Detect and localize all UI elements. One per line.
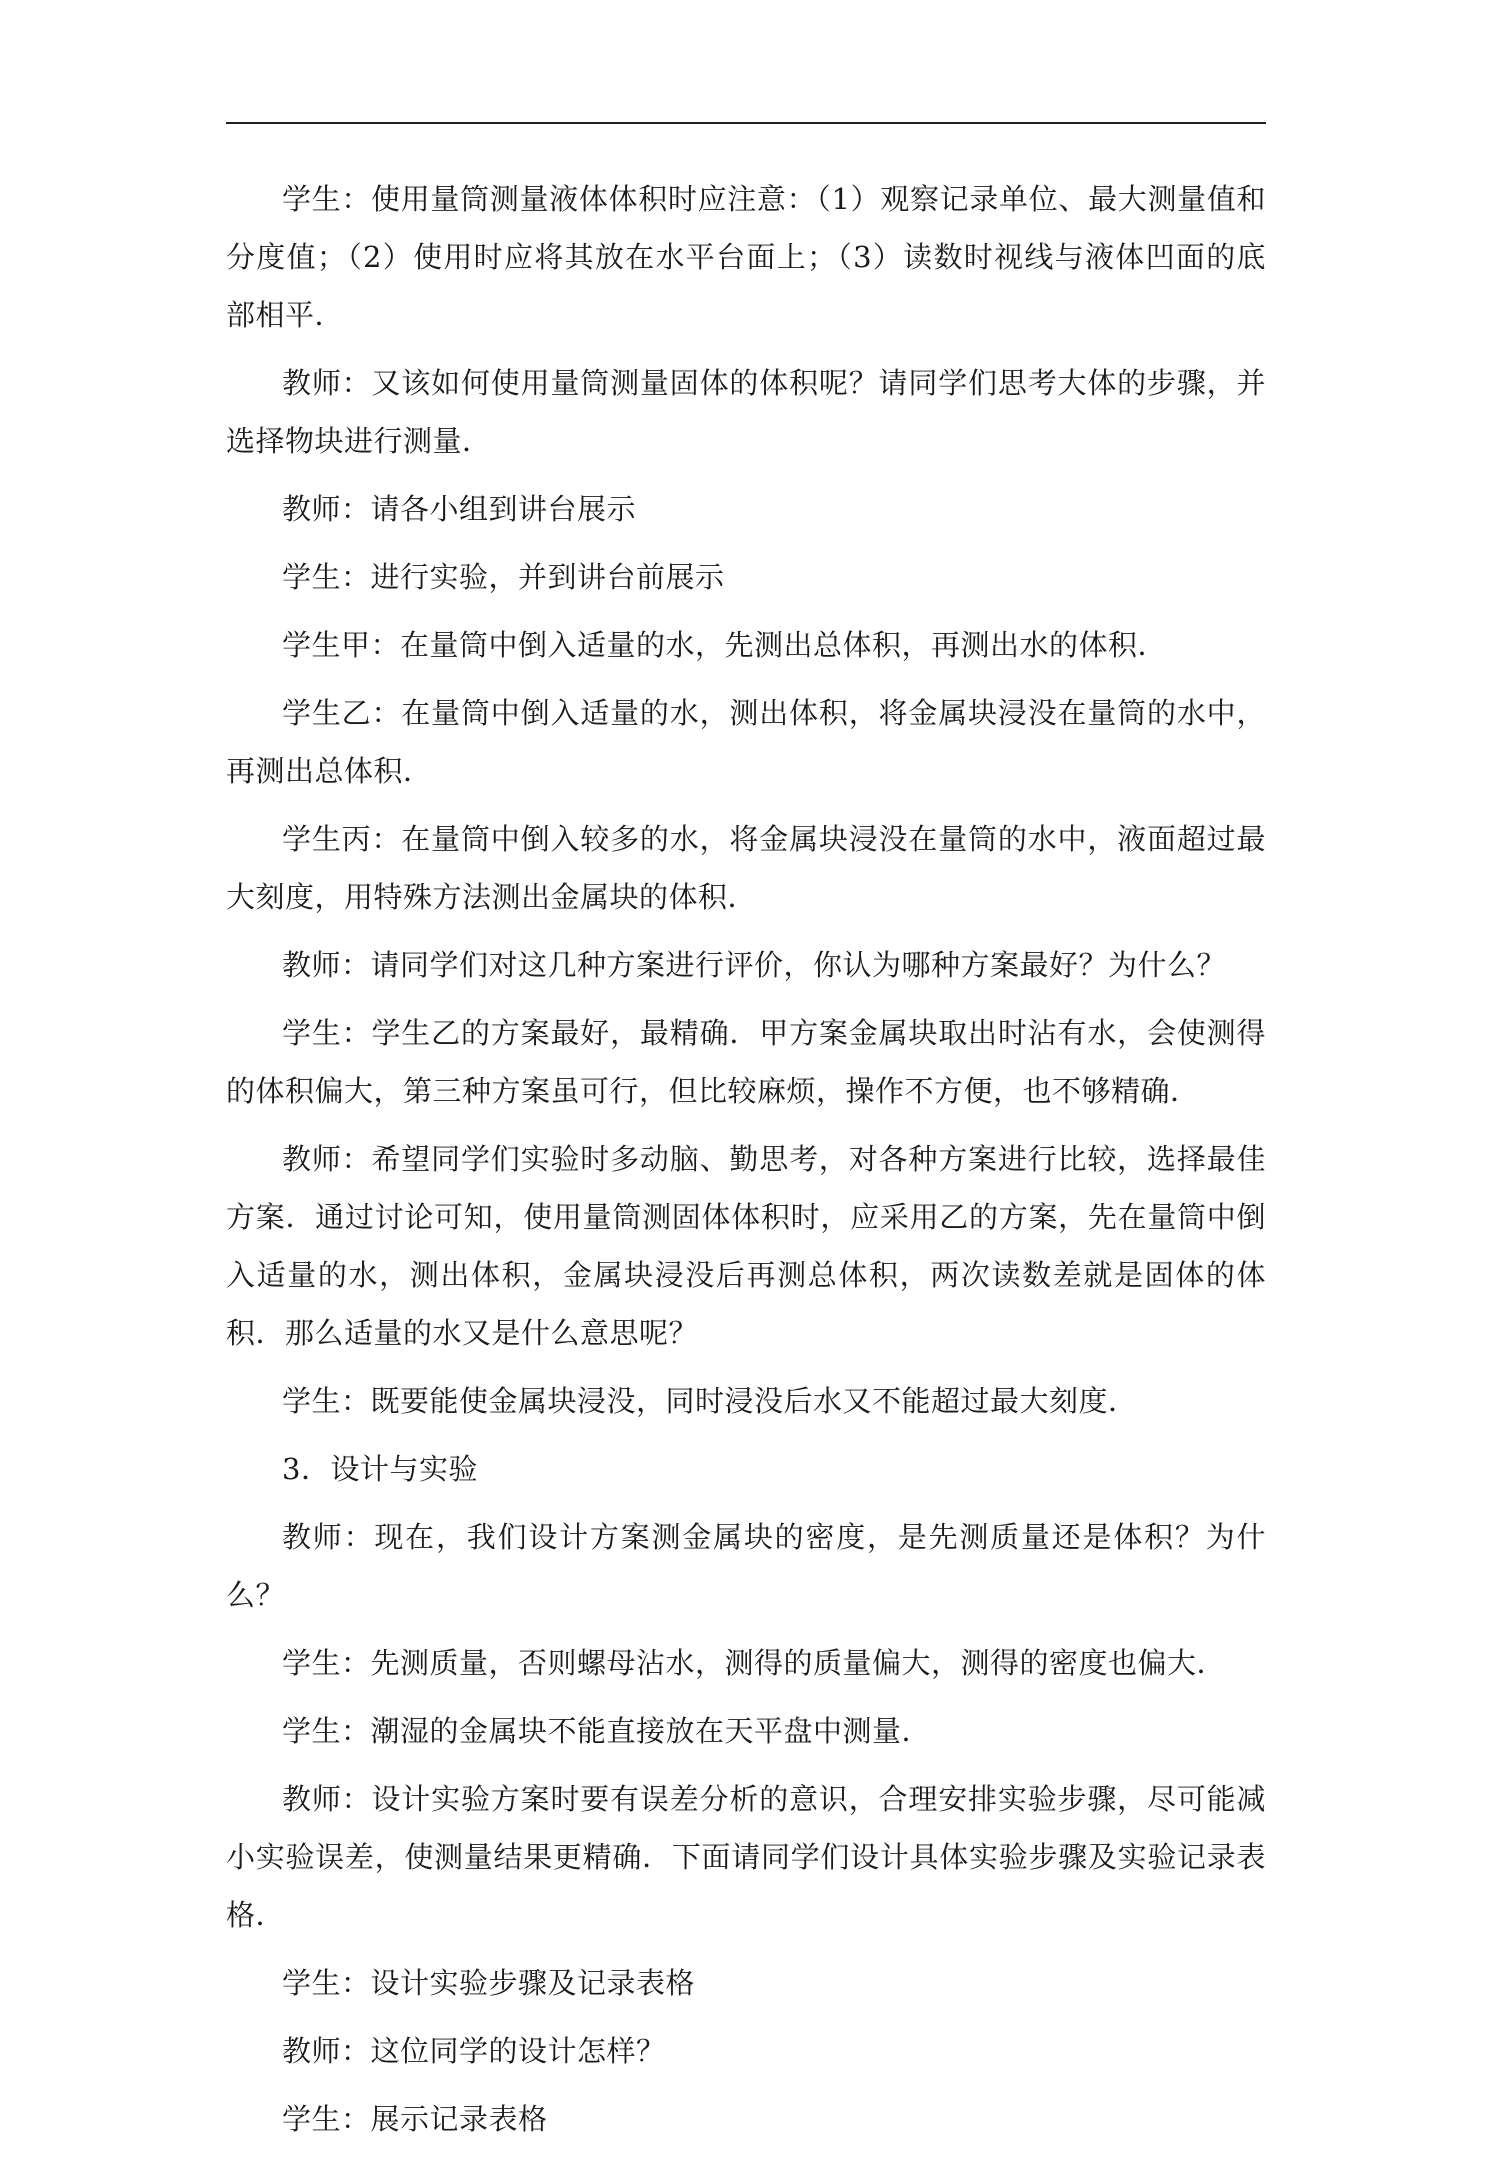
header-rule bbox=[226, 122, 1266, 124]
paragraph: 教师：又该如何使用量筒测量固体的体积呢？请同学们思考大体的步骤，并选择物块进行测量． bbox=[226, 366, 1266, 458]
paragraph: 学生：展示记录表格 bbox=[282, 2102, 548, 2136]
paragraph: 学生：设计实验步骤及记录表格 bbox=[282, 1966, 696, 2000]
paragraph: 学生：学生乙的方案最好，最精确．甲方案金属块取出时沾有水，会使测得的体积偏大，第三种方案虽可行，但比较麻烦，操作不方便，也不够精确． bbox=[226, 1016, 1266, 1108]
paragraph: 学生：潮湿的金属块不能直接放在天平盘中测量． bbox=[282, 1714, 932, 1748]
paragraph: 学生甲：在量筒中倒入适量的水，先测出总体积，再测出水的体积． bbox=[282, 628, 1168, 662]
paragraph: 学生：先测质量，否则螺母沾水，测得的质量偏大，测得的密度也偏大． bbox=[282, 1646, 1227, 1680]
paragraph: 教师：希望同学们实验时多动脑、勤思考，对各种方案进行比较，选择最佳方案．通过讨论可知，使用量筒测固体体积时，应采用乙的方案，先在量筒中倒入适量的水，测出体积，金属块浸没后再测总体积，两次读数差就是固体的体积．那么适量的水又是什么意思呢？ bbox=[226, 1142, 1266, 1350]
paragraph: 学生：既要能使金属块浸没，同时浸没后水又不能超过最大刻度． bbox=[282, 1384, 1138, 1418]
paragraph: 学生丙：在量筒中倒入较多的水，将金属块浸没在量筒的水中，液面超过最大刻度，用特殊方法测出金属块的体积． bbox=[226, 822, 1266, 914]
paragraph: 学生乙：在量筒中倒入适量的水，测出体积，将金属块浸没在量筒的水中，再测出总体积． bbox=[226, 696, 1266, 788]
paragraph: 学生：使用量筒测量液体体积时应注意：（1）观察记录单位、最大测量值和分度值；（2）使用时应将其放在水平台面上；（3）读数时视线与液体凹面的底部相平． bbox=[226, 182, 1266, 332]
paragraph: 学生：进行实验，并到讲台前展示 bbox=[282, 560, 725, 594]
paragraph: 教师：现在，我们设计方案测金属块的密度，是先测质量还是体积？为什么？ bbox=[226, 1520, 1266, 1612]
paragraph: 教师：这位同学的设计怎样？ bbox=[282, 2034, 666, 2068]
paragraph: 教师：请同学们对这几种方案进行评价，你认为哪种方案最好？为什么？ bbox=[282, 948, 1227, 982]
document-body bbox=[226, 170, 1266, 2158]
paragraph: 教师：请各小组到讲台展示 bbox=[282, 492, 637, 526]
paragraph: 教师：设计实验方案时要有误差分析的意识，合理安排实验步骤，尽可能减小实验误差，使测量结果更精确．下面请同学们设计具体实验步骤及实验记录表格． bbox=[226, 1782, 1266, 1932]
section-heading: 3．设计与实验 bbox=[282, 1452, 478, 1486]
